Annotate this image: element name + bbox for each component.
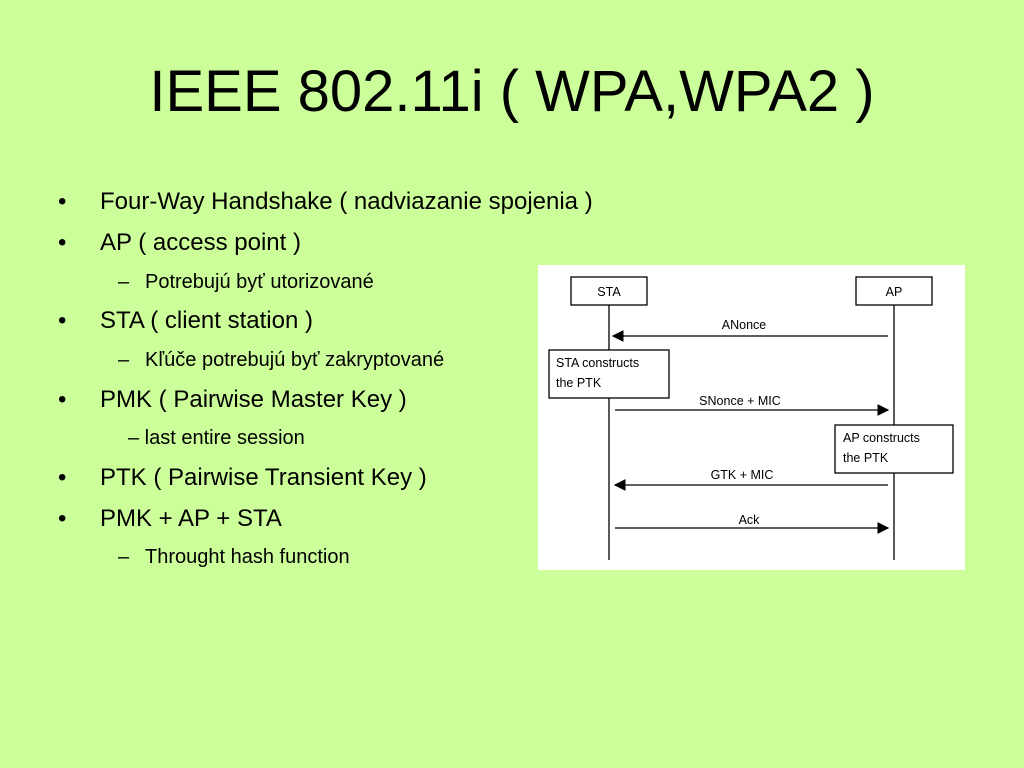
- sub-bullet-text: Throught hash function: [145, 546, 350, 568]
- anonce-label: ANonce: [721, 318, 767, 332]
- sub-bullet-text: Kľúče potrebujú byť zakryptované: [145, 349, 445, 371]
- bullet-text: STA ( client station ): [100, 307, 313, 334]
- handshake-diagram: [538, 265, 965, 570]
- ap-constructs-note: [835, 425, 953, 473]
- ap-note-line-1: AP constructs: [843, 431, 920, 445]
- ap-label: AP: [885, 285, 903, 299]
- sub-bullet-marker: –: [118, 349, 130, 371]
- bullet-marker: •: [58, 188, 67, 215]
- bullet-marker: •: [58, 505, 67, 532]
- gtk-mic-label: GTK + MIC: [710, 468, 774, 482]
- ack-label: Ack: [738, 513, 760, 527]
- bullet-marker: •: [58, 464, 67, 491]
- sub-bullet-marker: –: [118, 546, 130, 568]
- ap-node: [856, 277, 932, 305]
- ap-note-line-2: the PTK: [843, 451, 889, 465]
- bullet-text: AP ( access point ): [100, 229, 301, 256]
- bullet-marker: •: [58, 386, 67, 413]
- sta-constructs-note: [549, 350, 669, 398]
- sta-label: STA: [597, 285, 621, 299]
- bullet-marker: •: [58, 229, 67, 256]
- sta-note-line-2: the PTK: [556, 376, 602, 390]
- sub-bullet-text: Potrebujú byť utorizované: [145, 271, 374, 293]
- bullet-marker: •: [58, 307, 67, 334]
- bullet-text: Four-Way Handshake ( nadviazanie spojenia ): [100, 188, 593, 215]
- bullet-text: PMK ( Pairwise Master Key ): [100, 386, 407, 413]
- anonce-message: [613, 318, 888, 336]
- snonce-mic-label: SNonce + MIC: [699, 394, 781, 408]
- sta-node: [571, 277, 647, 305]
- sub-bullet-last-session: [128, 425, 305, 451]
- handshake-diagram-svg: [538, 265, 965, 570]
- slide-title: IEEE 802.11i ( WPA,WPA2 ): [149, 59, 875, 124]
- ack-message: [615, 513, 888, 528]
- sub-bullet-marker: –: [118, 271, 130, 293]
- bullet-text: PTK ( Pairwise Transient Key ): [100, 464, 427, 491]
- sta-note-line-1: STA constructs: [556, 356, 640, 370]
- bullet-text: PMK + AP + STA: [100, 505, 282, 532]
- sub-bullet-text: – last entire session: [128, 427, 305, 449]
